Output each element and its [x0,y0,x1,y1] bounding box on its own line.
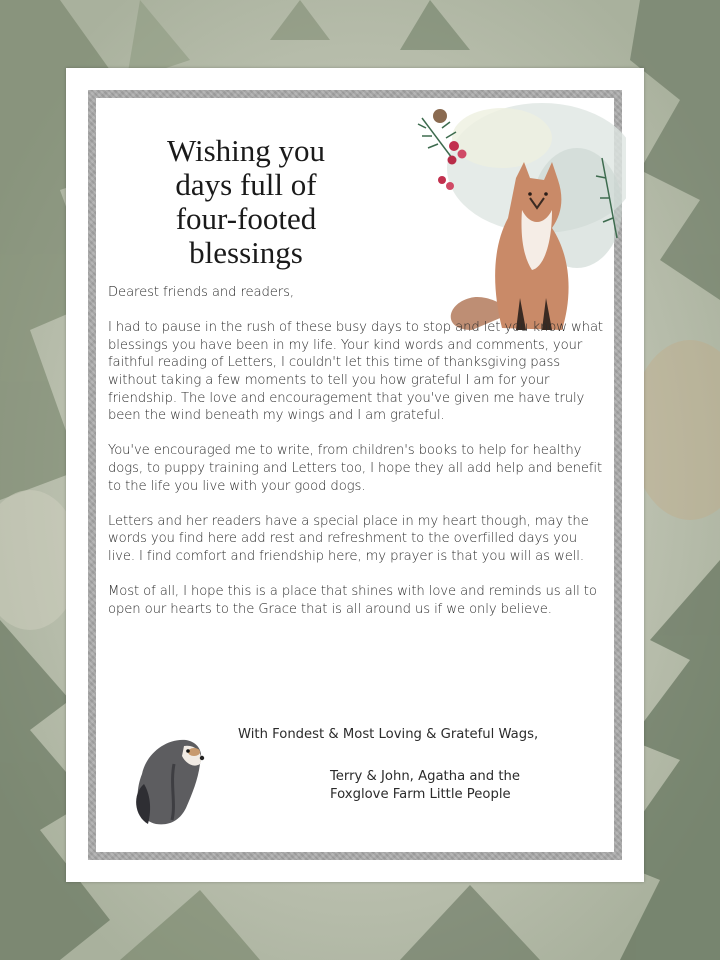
paragraph: I had to pause in the rush of these busy days to stop and let you know what blessings you have been in my life. Your kind words and comments, your faithful reading of Letters, I couldn't let this time of thanksgiving pass without taking a few moments to tell you how grateful I am for your friendship. The love and encouragement that you've given me have truly been the wind beneath my wings and I am grateful. [108,320,603,424]
signature [330,768,600,803]
paragraph: Most of all, I hope this is a place that shines with love and reminds us all to open our hearts to the Grace that is all around us if we only believe. [108,584,597,617]
signature-line: Foxglove Farm Little People [330,786,511,802]
watercolor-spaniel-icon [126,724,208,830]
title-line: four-footed [175,201,317,236]
gray-textured-frame [88,90,622,860]
title-line: Wishing you [166,133,326,168]
signature-line: Terry & John, Agatha and the [330,769,520,784]
paragraph: Letters and her readers have a special place in my heart though, may the words you find here add rest and refreshment to the overfilled days you live. I find comfort and friendship here, my prayer is that you will as well. [108,513,589,564]
closing-line: With Fondest & Most Loving & Grateful Wags, [238,727,539,742]
greeting: Dearest friends and readers, [108,285,294,300]
letter-card [66,68,644,882]
title-line: blessings [189,235,303,270]
letter-paper [96,98,614,852]
letter-title [126,134,366,270]
paragraph: You've encouraged me to write, from children's books to help for healthy dogs, to puppy training and Letters too, I hope they all add help and benefit to the life you live with your good dogs. [108,443,603,494]
letter-body [108,284,608,636]
title-line: days full of [175,167,317,202]
